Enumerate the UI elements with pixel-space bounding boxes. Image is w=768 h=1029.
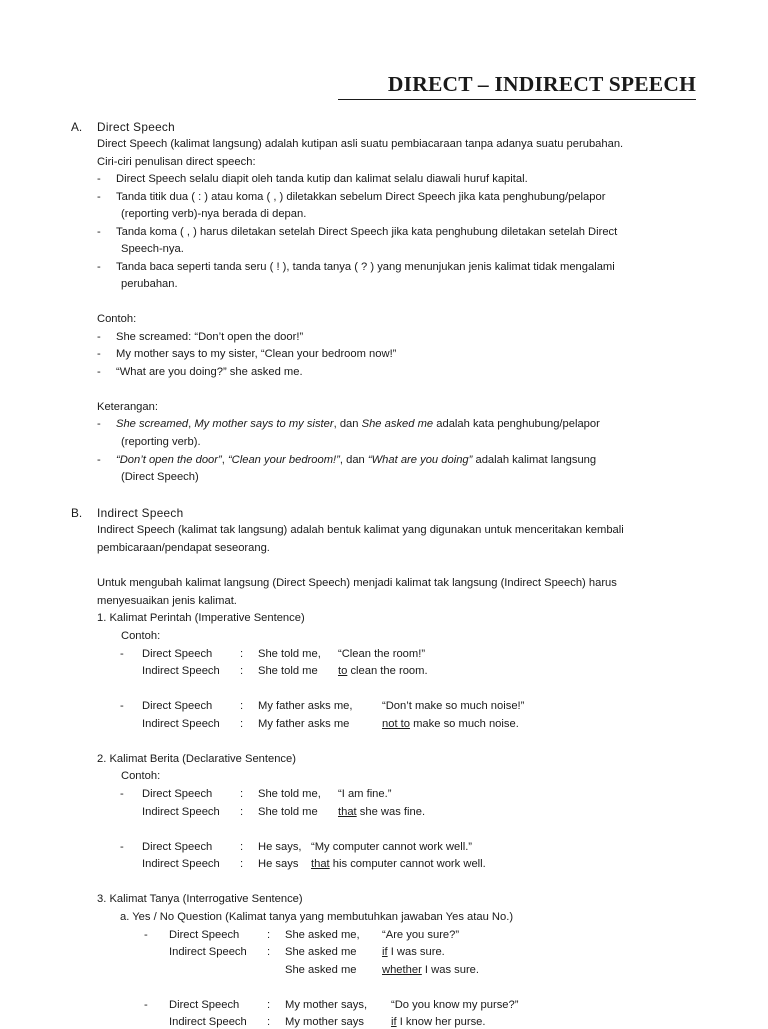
example-text: She told me <box>258 665 318 677</box>
keyword-underlined: if <box>391 1016 397 1028</box>
note-item-continuation: (Direct Speech) <box>121 471 199 483</box>
colon: : <box>267 1016 271 1028</box>
note-italic: She asked me <box>361 418 434 430</box>
subsection-title: 1. Kalimat Perintah (Imperative Sentence) <box>97 612 305 624</box>
note-italic: “Clean your bedroom!” <box>227 454 340 466</box>
converted-rest: his computer cannot work well. <box>329 858 486 870</box>
sub-subsection-title: a. Yes / No Question (Kalimat tanya yang membutuhkan jawaban Yes atau No.) <box>120 911 514 923</box>
colon: : <box>240 700 244 712</box>
subsection-title: 2. Kalimat Berita (Declarative Sentence) <box>97 753 296 765</box>
converted-text <box>382 945 445 959</box>
feature-item-continuation: perubahan. <box>121 278 178 290</box>
quote-text: “Are you sure?” <box>382 929 460 941</box>
example-text: He says <box>258 858 299 870</box>
direct-speech-label: Direct Speech <box>169 999 240 1011</box>
note-text: , <box>188 418 195 430</box>
converted-rest: clean the room. <box>347 665 428 677</box>
section-a-heading: Direct Speech <box>97 120 175 134</box>
list-bullet: - <box>120 788 124 800</box>
note-text: , dan <box>339 454 368 466</box>
direct-speech-label: Direct Speech <box>142 788 213 800</box>
keyword-underlined: whether <box>382 964 422 976</box>
list-bullet: - <box>144 999 148 1011</box>
example-text: My father asks me, <box>258 700 353 712</box>
list-bullet: - <box>97 348 101 360</box>
note-text: adalah kalimat langsung <box>472 454 597 466</box>
keyword-underlined: that <box>338 806 357 818</box>
example-text: She asked me, <box>285 929 360 941</box>
example-item: “What are you doing?” she asked me. <box>116 366 303 378</box>
indirect-speech-label: Indirect Speech <box>142 718 220 730</box>
colon: : <box>240 665 244 677</box>
keyword-underlined: if <box>382 946 388 958</box>
converted-rest: I know her purse. <box>396 1016 486 1028</box>
example-text: My mother says, <box>285 999 368 1011</box>
converted-text <box>391 1015 486 1029</box>
colon: : <box>240 841 244 853</box>
feature-item: Tanda baca seperti tanda seru ( ! ), tanda tanya ( ? ) yang menunjukan jenis kalimat tidak mengalami <box>116 261 615 273</box>
list-bullet: - <box>120 648 124 660</box>
list-bullet: - <box>97 173 101 185</box>
section-a-intro: Direct Speech (kalimat langsung) adalah kutipan asli suatu pembiacaraan tanpa adanya suatu perubahan. <box>97 138 624 150</box>
notes-label: Keterangan: <box>97 401 158 413</box>
indirect-speech-label: Indirect Speech <box>142 665 220 677</box>
example-text: He says, <box>258 841 302 853</box>
colon: : <box>240 788 244 800</box>
section-b-change-text: menyesuaikan jenis kalimat. <box>97 595 237 607</box>
converted-rest: make so much noise. <box>410 718 519 730</box>
feature-item: Tanda titik dua ( : ) atau koma ( , ) diletakkan sebelum Direct Speech jika kata penghubung/pelapor <box>116 191 606 203</box>
note-italic: My mother says to my sister <box>194 418 334 430</box>
note-text: adalah kata penghubung/pelapor <box>433 418 600 430</box>
note-item <box>116 453 596 467</box>
example-item: She screamed: “Don’t open the door!” <box>116 331 304 343</box>
indirect-speech-label: Indirect Speech <box>169 946 247 958</box>
example-label: Contoh: <box>121 630 161 642</box>
note-text: , <box>221 454 228 466</box>
direct-speech-label: Direct Speech <box>169 929 240 941</box>
section-b-marker: B. <box>71 506 83 520</box>
list-bullet: - <box>97 366 101 378</box>
feature-item: Tanda koma ( , ) harus diletakan setelah Direct Speech jika kata penghubung diletakan setelah Direct <box>116 226 618 238</box>
list-bullet: - <box>97 191 101 203</box>
example-text: She told me <box>258 806 318 818</box>
colon: : <box>267 929 271 941</box>
list-bullet: - <box>97 418 101 430</box>
keyword-underlined: that <box>311 858 330 870</box>
list-bullet: - <box>120 700 124 712</box>
list-bullet: - <box>120 841 124 853</box>
list-bullet: - <box>144 929 148 941</box>
direct-speech-label: Direct Speech <box>142 841 213 853</box>
colon: : <box>267 946 271 958</box>
example-text: She asked me <box>285 964 357 976</box>
quote-text: “Don’t make so much noise!” <box>382 700 525 712</box>
converted-text <box>382 963 479 977</box>
note-italic: She screamed <box>116 418 189 430</box>
subsection-title: 3. Kalimat Tanya (Interrogative Sentence) <box>97 893 303 905</box>
colon: : <box>267 999 271 1011</box>
colon: : <box>240 718 244 730</box>
list-bullet: - <box>97 454 101 466</box>
example-text: My father asks me <box>258 718 350 730</box>
examples-label: Contoh: <box>97 313 137 325</box>
example-label: Contoh: <box>121 770 161 782</box>
colon: : <box>240 648 244 660</box>
indirect-speech-label: Indirect Speech <box>169 1016 247 1028</box>
list-bullet: - <box>97 261 101 273</box>
colon: : <box>240 858 244 870</box>
quote-text: “I am fine.” <box>338 788 392 800</box>
direct-speech-label: Direct Speech <box>142 700 213 712</box>
converted-text <box>311 857 486 871</box>
quote-text: “Clean the room!” <box>338 648 426 660</box>
note-italic: “What are you doing” <box>367 454 473 466</box>
keyword-underlined: not to <box>382 718 410 730</box>
note-item <box>116 417 600 431</box>
converted-rest: I was sure. <box>421 964 480 976</box>
example-item: My mother says to my sister, “Clean your bedroom now!” <box>116 348 397 360</box>
example-text: She asked me <box>285 946 357 958</box>
keyword-underlined: to <box>338 665 348 677</box>
example-text: She told me, <box>258 648 321 660</box>
note-italic: “Don’t open the door” <box>116 454 222 466</box>
section-b-intro: pembicaraan/pendapat seseorang. <box>97 542 270 554</box>
feature-item: Direct Speech selalu diapit oleh tanda kutip dan kalimat selalu diawali huruf kapital. <box>116 173 528 185</box>
converted-text <box>382 717 519 731</box>
colon: : <box>240 806 244 818</box>
example-text: She told me, <box>258 788 321 800</box>
example-text: My mother says <box>285 1016 364 1028</box>
list-bullet: - <box>97 226 101 238</box>
converted-text <box>338 805 425 819</box>
section-a-marker: A. <box>71 120 83 134</box>
converted-text <box>338 664 428 678</box>
list-bullet: - <box>97 331 101 343</box>
note-item-continuation: (reporting verb). <box>121 436 201 448</box>
quote-text: “Do you know my purse?” <box>391 999 519 1011</box>
converted-rest: I was sure. <box>387 946 445 958</box>
page-title: DIRECT – INDIRECT SPEECH <box>338 72 696 100</box>
feature-item-continuation: Speech-nya. <box>121 243 184 255</box>
note-text: , dan <box>333 418 362 430</box>
section-b-change-text: Untuk mengubah kalimat langsung (Direct Speech) menjadi kalimat tak langsung (Indirect Speech) harus <box>97 577 617 589</box>
indirect-speech-label: Indirect Speech <box>142 806 220 818</box>
indirect-speech-label: Indirect Speech <box>142 858 220 870</box>
feature-item-continuation: (reporting verb)-nya berada di depan. <box>121 208 307 220</box>
section-b-heading: Indirect Speech <box>97 506 184 520</box>
quote-text: “My computer cannot work well.” <box>311 841 473 853</box>
direct-speech-label: Direct Speech <box>142 648 213 660</box>
converted-rest: she was fine. <box>356 806 426 818</box>
features-label: Ciri-ciri penulisan direct speech: <box>97 156 256 168</box>
section-b-intro: Indirect Speech (kalimat tak langsung) adalah bentuk kalimat yang digunakan untuk menceritakan kembali <box>97 524 624 536</box>
